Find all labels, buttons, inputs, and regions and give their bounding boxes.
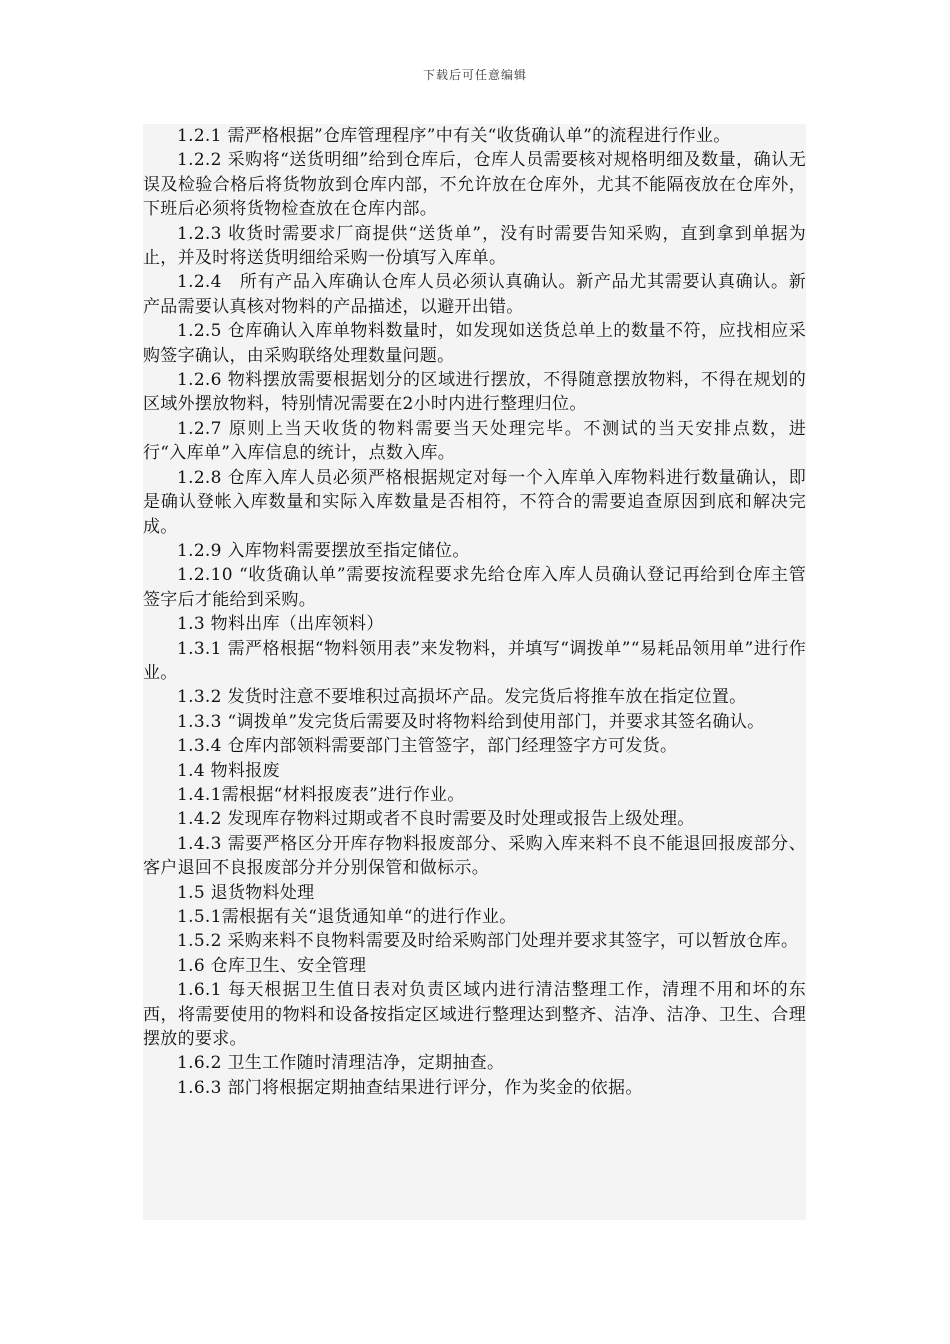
paragraph: 1.2.4 所有产品入库确认仓库人员必须认真确认。新产品尤其需要认真确认。新产品需要认真核对物料的产品描述，以避开出错。: [143, 272, 806, 317]
section-heading: 1.3 物料出库（出库领料）: [177, 614, 384, 635]
paragraph: 1.6.3 部门将根据定期抽查结果进行评分，作为奖金的依据。: [177, 1077, 643, 1098]
paragraph: 1.4.2 发现库存物料过期或者不良时需要及时处理或报告上级处理。: [177, 809, 695, 830]
paragraph: 1.6.2 卫生工作随时清理洁净，定期抽查。: [177, 1053, 505, 1074]
paragraph: 1.2.7 原则上当天收货的物料需要当天处理完毕。不测试的当天安排点数，进行“入库单”入库信息的统计，点数入库。: [143, 418, 806, 464]
paragraph: 1.4.3 需要严格区分开库存物料报废部分、采购入库来料不良不能退回报废部分、客户退回不良报废部分并分别保管和做标示。: [143, 833, 806, 879]
paragraph: 1.2.6 物料摆放需要根据划分的区域进行摆放，不得随意摆放物料，不得在规划的区域外摆放物料，特别情况需要在2小时内进行整理归位。: [143, 370, 806, 415]
paragraph: 1.3.3 “调拨单”发完货后需要及时将物料给到使用部门，并要求其签名确认。: [177, 711, 765, 732]
paragraph: 1.6.1 每天根据卫生值日表对负责区域内进行清洁整理工作，清理不用和坏的东西，将需要使用的物料和设备按指定区域进行整理达到整齐、洁净、洁净、卫生、合理摆放的要求。: [143, 980, 806, 1050]
paragraph: 1.5.1需根据有关“退货通知单“的进行作业。: [177, 907, 517, 927]
paragraph: 1.2.2 采购将“送货明细”给到仓库后，仓库人员需要核对规格明细及数量，确认无误及检验合格后将货物放到仓库内部，不允许放在仓库外，尤其不能隔夜放在仓库外，下班后必须将货物检查放在仓库内部。: [143, 150, 806, 220]
document-body: [143, 124, 806, 1220]
paragraph: 1.5.2 采购来料不良物料需要及时给采购部门处理并要求其签字，可以暂放仓库。: [177, 931, 799, 952]
paragraph: 1.2.1 需严格根据”仓库管理程序”中有关“收货确认单”的流程进行作业。: [177, 126, 731, 146]
paragraph: 1.2.10 “收货确认单”需要按流程要求先给仓库入库人员确认登记再给到仓库主管签字后才能给到采购。: [143, 565, 806, 610]
paragraph: 1.2.9 入库物料需要摆放至指定储位。: [177, 540, 470, 561]
paragraph: 1.2.3 收货时需要求厂商提供“送货单”，没有时需要告知采购，直到拿到单据为止，并及时将送货明细给采购一份填写入库单。: [143, 223, 806, 269]
section-heading: 1.4 物料报废: [177, 760, 280, 781]
paragraph: 1.4.1需根据“材料报废表”进行作业。: [177, 784, 465, 805]
paragraph: 1.3.2 发货时注意不要堆积过高损坏产品。发完货后将推车放在指定位置。: [177, 687, 747, 708]
paragraph: 1.2.5 仓库确认入库单物料数量时，如发现如送货总单上的数量不符，应找相应采购签字确认，由采购联络处理数量问题。: [143, 321, 806, 366]
section-heading: 1.5 退货物料处理: [177, 882, 315, 903]
paragraph: 1.3.4 仓库内部领料需要部门主管签字，部门经理签字方可发货。: [177, 736, 678, 757]
paragraph: 1.3.1 需严格根据“物料领用表”来发物料，并填写“调拨单”“易耗品领用单”进行作业。: [143, 638, 806, 683]
page-header: 下载后可任意编辑: [422, 68, 527, 82]
paragraph: 1.2.8 仓库入库人员必须严格根据规定对每一个入库单入库物料进行数量确认，即是确认登帐入库数量和实际入库数量是否相符，不符合的需要追查原因到底和解决完成。: [143, 467, 806, 537]
section-heading: 1.6 仓库卫生、安全管理: [177, 955, 367, 976]
